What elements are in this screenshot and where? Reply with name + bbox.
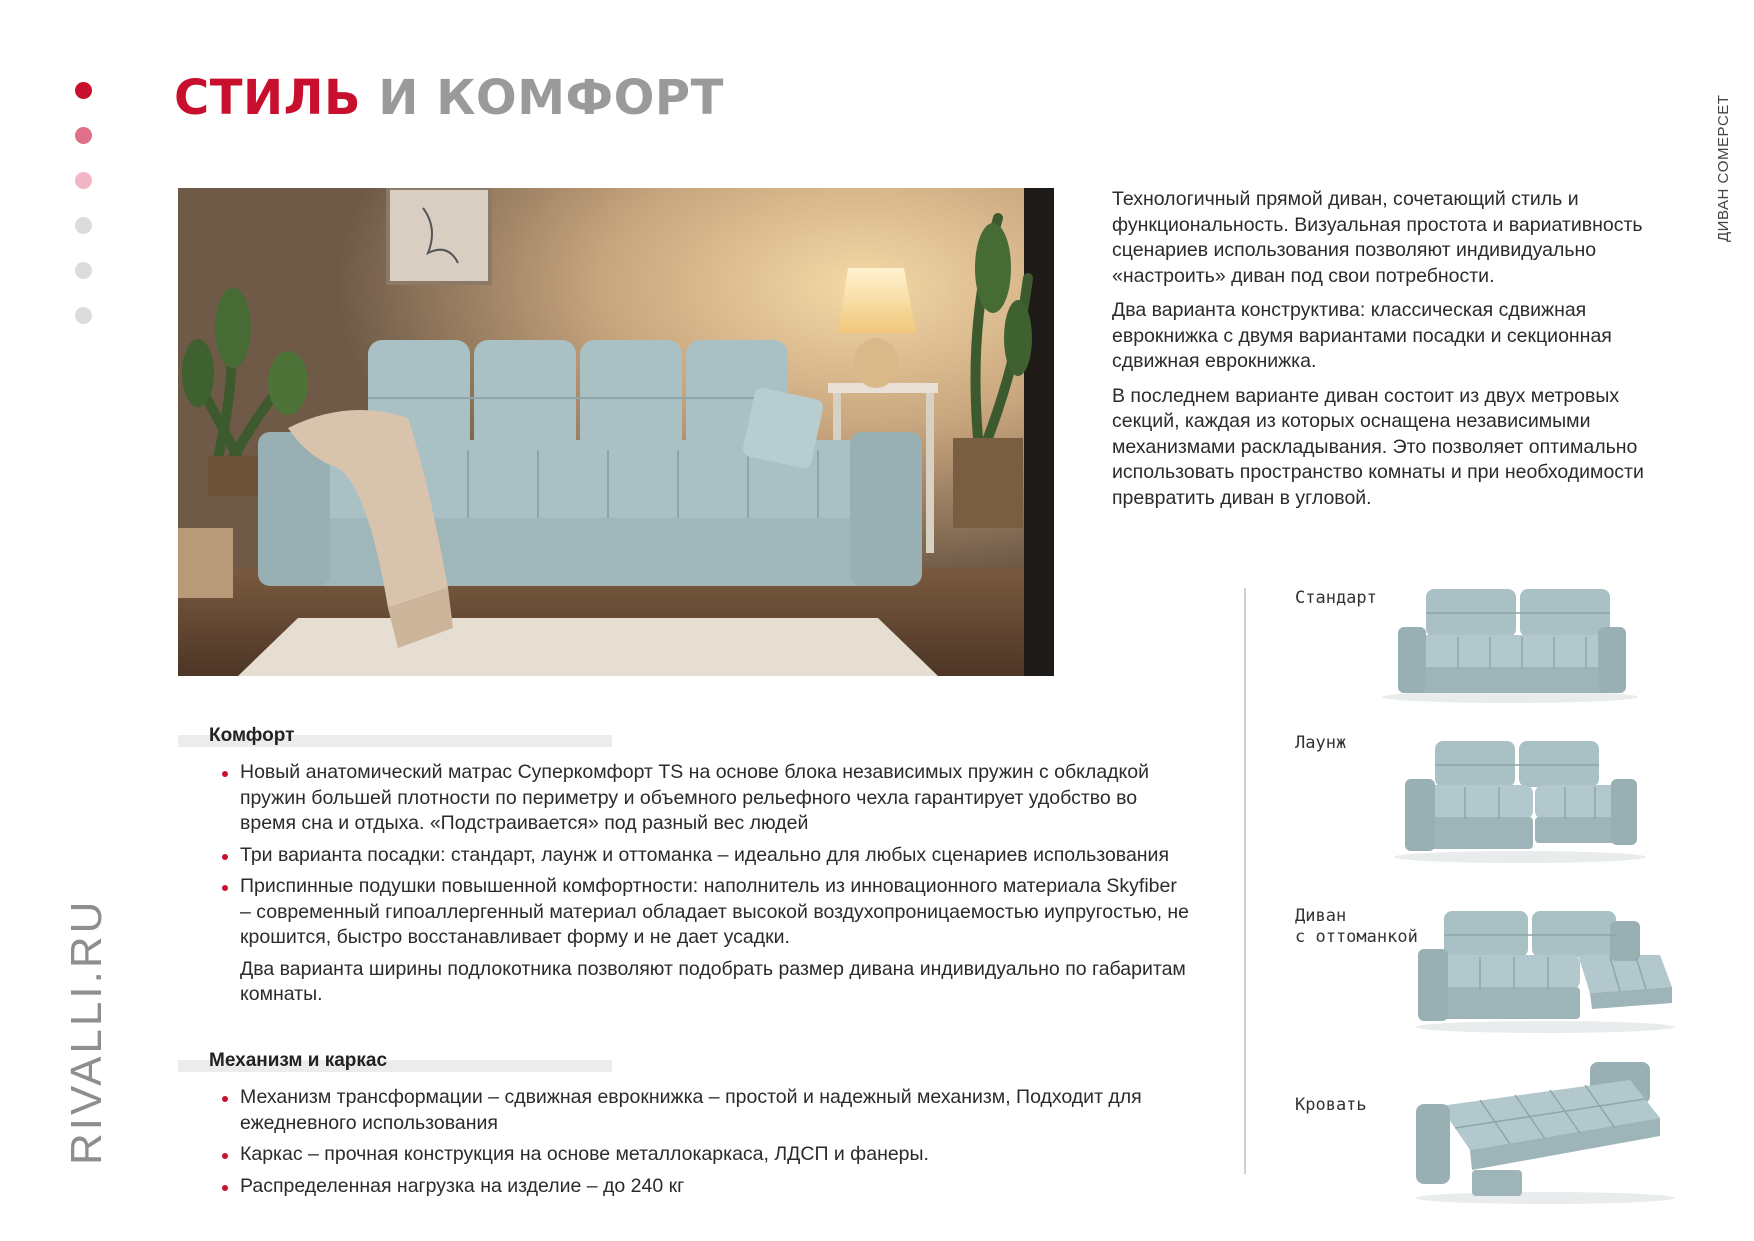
- side-label-text: ДИВАН COMEPCET: [1715, 94, 1732, 242]
- variant-bed-image: [1410, 1060, 1680, 1210]
- intro-paragraph-1: Технологичный прямой диван, сочетающий стиль и функциональность. Визуальная простота и вариативность сценариев использования позволяют индивидуально «настроить» диван под свои потребности.: [1112, 188, 1643, 287]
- comfort-item-3: Приспинные подушки повышенной комфортности: наполнитель из инновационного материала Skyfiber – современный гипоаллергенный материал обладает высокой воздухопроницаемостью иупругостью, не крошится, быстро восстанавливает форму и не дает усадки.: [212, 874, 1192, 951]
- sofa-standard-icon: [1380, 585, 1642, 705]
- intro-paragraph-3: В последнем варианте диван состоит из двух метровых секций, каждая из которых оснащена независимыми механизмами раскладывания. Это позволяет оптимально использовать пространство комнаты и при необходимости превратить диван в угловой.: [1112, 384, 1644, 509]
- variant-lounge-image: [1385, 735, 1647, 870]
- comfort-heading: [178, 725, 612, 747]
- sofa-bed-icon: [1410, 1060, 1680, 1205]
- comfort-note: Два варианта ширины подлокотника позволяют подобрать размер дивана индивидуально по габаритам комнаты.: [240, 957, 1186, 1005]
- hero-photo-illustration: [178, 188, 1054, 676]
- site-link[interactable]: [62, 898, 112, 1165]
- mechanism-item-2: Каркас – прочная конструкция на основе металлокаркаса, ЛДСП и фанеры.: [212, 1142, 1192, 1168]
- sofa-lounge-icon: [1385, 735, 1647, 865]
- variant-ottoman-image: [1410, 905, 1680, 1040]
- variant-label-standard: Стандарт: [1295, 588, 1377, 608]
- intro-paragraph-2: Два варианта конструктива: классическая сдвижная еврокнижка с двумя вариантами посадки и секционная сдвижная еврокнижка.: [1112, 299, 1612, 372]
- variant-label-bed: Кровать: [1295, 1095, 1367, 1115]
- mechanism-heading: [178, 1050, 612, 1072]
- mechanism-list: [212, 1085, 1192, 1205]
- title-accent: СТИЛЬ: [174, 70, 362, 126]
- comfort-list: [212, 760, 1192, 1014]
- variant-label-lounge: Лаунж: [1295, 733, 1347, 753]
- side-label: [1715, 82, 1737, 242]
- hero-photo: [178, 188, 1054, 676]
- title-rest: И КОМФОРТ: [361, 70, 724, 126]
- comfort-item-1: Новый анатомический матрас Суперкомфорт TS на основе блока независимых пружин с обкладкой пружин большей плотности по периметру и объемного рельефного чехла гарантирует удобство во время сна и отдыха. «Подстраивается» под разный вес людей: [212, 760, 1192, 837]
- variants-divider: [1244, 588, 1246, 1174]
- mechanism-item-3: Распределенная нагрузка на изделие – до 240 кг: [212, 1174, 1192, 1200]
- variant-label-ottoman: Диван с оттоманкой: [1295, 906, 1418, 947]
- comfort-item-2: Три варианта посадки: стандарт, лаунж и оттоманка – идеально для любых сценариев использования: [212, 843, 1192, 869]
- nav-dot-5[interactable]: [75, 262, 92, 279]
- nav-dot-2[interactable]: [75, 127, 92, 144]
- mechanism-item-1: Механизм трансформации – сдвижная еврокнижка – простой и надежный механизм, Подходит для ежедневного использования: [212, 1085, 1192, 1136]
- variant-standard-image: [1380, 585, 1642, 710]
- sofa-ottoman-icon: [1410, 905, 1680, 1035]
- nav-dot-3[interactable]: [75, 172, 92, 189]
- intro-text: [1112, 187, 1672, 520]
- page-title: [174, 70, 724, 126]
- mechanism-heading-text: Механизм и каркас: [209, 1050, 388, 1071]
- nav-dot-6[interactable]: [75, 307, 92, 324]
- site-link-text: RIVALLI.RU: [62, 898, 111, 1165]
- nav-dot-1[interactable]: [75, 82, 92, 99]
- comfort-heading-text: Комфорт: [209, 725, 295, 746]
- nav-dot-4[interactable]: [75, 217, 92, 234]
